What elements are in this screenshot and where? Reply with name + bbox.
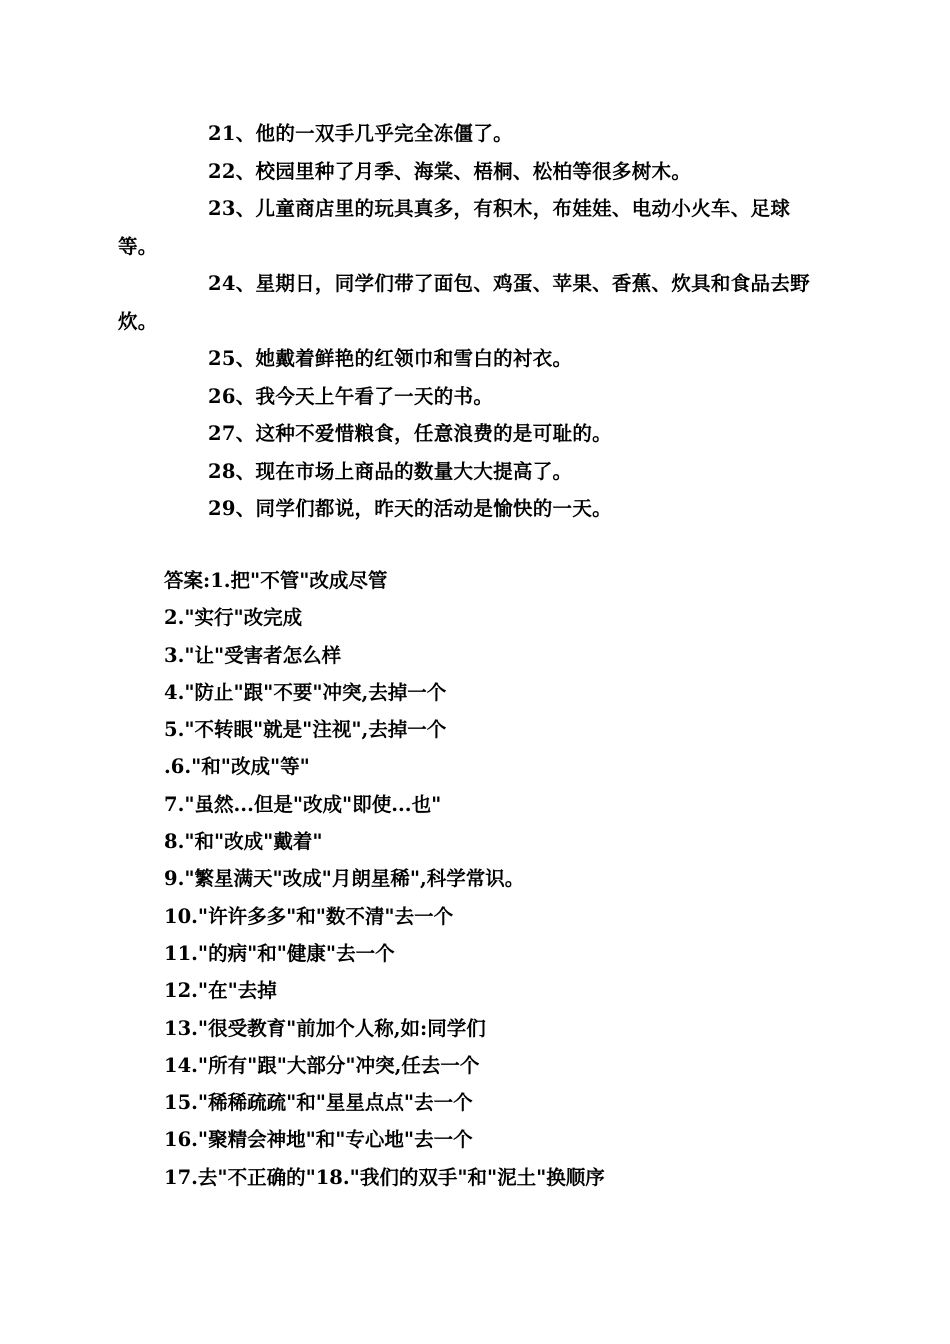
question-24: 24、星期日，同学们带了面包、鸡蛋、苹果、香蕉、炊具和食品去野炊。 xyxy=(118,272,810,333)
question-22: 22、校园里种了月季、海棠、梧桐、松柏等很多树木。 xyxy=(208,159,692,183)
answer-line-13: 13."很受教育"前加个人称,如:同学们 xyxy=(164,1016,486,1040)
answer-line-12: 12."在"去掉 xyxy=(164,979,277,1003)
question-25: 25、她戴着鲜艳的红领巾和雪白的衬衣。 xyxy=(208,347,573,370)
answer-line-8: 8."和"改成"戴着" xyxy=(164,830,323,854)
answer-line-16: 16."聚精会神地"和"专心地"去一个 xyxy=(164,1128,473,1152)
answer-line-3: 3."让"受害者怎么样 xyxy=(164,643,342,667)
question-26: 26、我今天上午看了一天的书。 xyxy=(208,384,494,408)
answer-line-4: 4."防止"跟"不要"冲突,去掉一个 xyxy=(164,680,447,704)
answer-line-14: 14."所有"跟"大部分"冲突,任去一个 xyxy=(164,1053,480,1077)
answer-line-15: 15."稀稀疏疏"和"星星点点"去一个 xyxy=(164,1091,473,1115)
question-21: 21、他的一双手几乎完全冻僵了。 xyxy=(208,122,513,145)
answer-line-17: 17.去"不正确的"18."我们的双手"和"泥土"换顺序 xyxy=(164,1165,605,1189)
answer-line-5: 5."不转眼"就是"注视",去掉一个 xyxy=(164,718,447,742)
question-list xyxy=(118,115,818,528)
answer-line-10: 10."许许多多"和"数不清"去一个 xyxy=(164,904,454,928)
question-28: 28、现在市场上商品的数量大大提高了。 xyxy=(208,459,573,483)
answer-line-9: 9."繁星满天"改成"月朗星稀",科学常识。 xyxy=(164,867,525,891)
answer-line-7: 7."虽然...但是"改成"即使...也" xyxy=(164,792,442,816)
question-29: 29、同学们都说，昨天的活动是愉快的一天。 xyxy=(208,497,612,520)
question-27: 27、这种不爱惜粮食，任意浪费的是可耻的。 xyxy=(208,422,612,445)
answer-line-6: .6."和"改成"等" xyxy=(164,755,310,779)
question-23: 23、儿童商店里的玩具真多，有积木，布娃娃、电动小火车、足球等。 xyxy=(118,197,791,258)
answer-line-2: 2."实行"改完成 xyxy=(164,606,303,630)
answer-line-1: 答案:1.把"不管"改成尽管 xyxy=(164,569,388,592)
answer-list xyxy=(164,562,844,1196)
answer-line-11: 11."的病"和"健康"去一个 xyxy=(164,941,395,965)
